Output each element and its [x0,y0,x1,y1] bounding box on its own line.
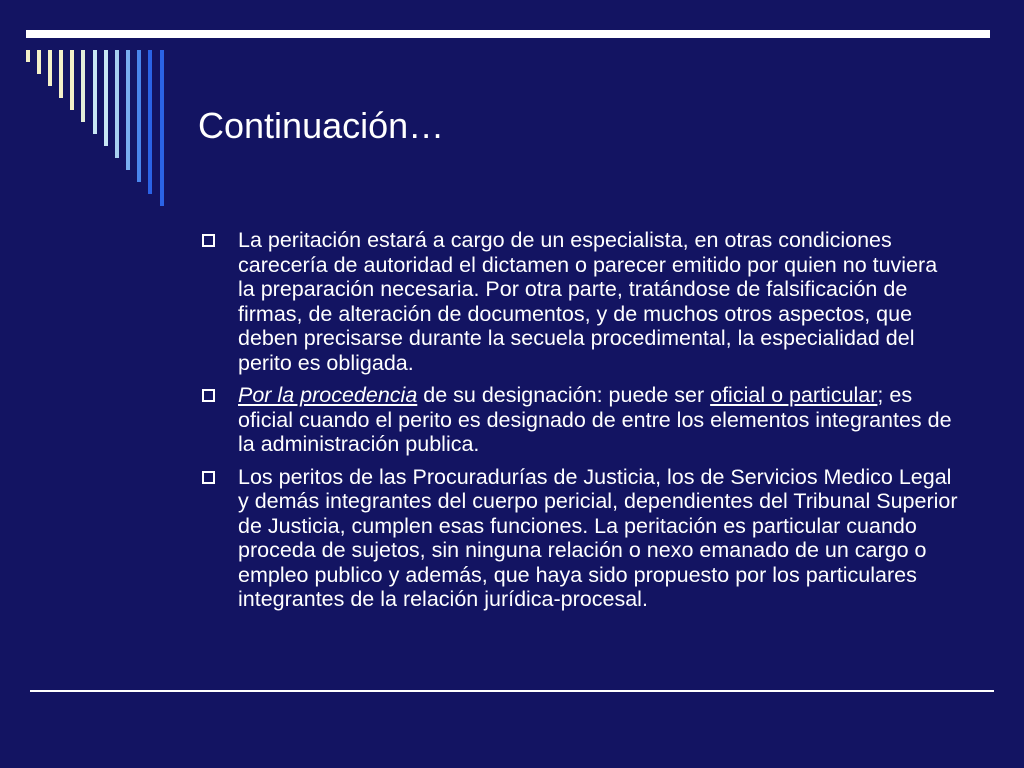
stripe-4 [59,50,63,98]
stripe-decoration [0,0,180,220]
square-bullet-icon [202,389,215,402]
stripe-3 [48,50,52,86]
bullet-emphasis-procedencia: Por la procedencia [238,383,418,407]
stripe-10 [126,50,130,170]
bottom-divider [30,690,994,692]
stripe-8 [104,50,108,146]
bullet-text: La peritación estará a cargo de un especialista, en otras condiciones carecería de autoridad el dictamen o parecer emitido por quien no tuviera la preparación necesaria. Por otra parte, tratándose de falsificación de firmas, de alteración de documentos, y de muchos otros aspectos, que deben precisarse durante la secuela procedimental, la especialidad del perito es obligada. [238,228,938,375]
bullet-list [198,228,958,620]
stripe-2 [37,50,41,74]
stripe-13 [160,50,164,206]
stripe-12 [148,50,152,194]
stripe-11 [137,50,141,182]
square-bullet-icon [202,234,215,247]
bullet-item [198,465,958,612]
bullet-emphasis-oficial-particular: oficial o particular [710,383,878,407]
stripe-6 [81,50,85,122]
stripe-9 [115,50,119,158]
bullet-item [198,228,958,375]
stripe-5 [70,50,74,110]
bullet-text: ; es oficial cuando el perito es designado de entre los elementos integrantes de la administración publica. [238,383,952,456]
square-bullet-icon [202,471,215,484]
stripe-1 [26,50,30,62]
slide-title: Continuación… [198,105,445,146]
stripe-7 [93,50,97,134]
bullet-text: de su designación: puede ser [417,383,711,407]
bullet-text: Los peritos de las Procuradurías de Justicia, los de Servicios Medico Legal y demás integrantes del cuerpo pericial, dependientes del Tribunal Superior de Justicia, cumplen esas funciones. La peritación es particular cuando proceda de sujetos, sin ninguna relación o nexo emanado de un cargo o empleo publico y además, que haya sido propuesto por los particulares integrantes de la relación jurídica-procesal. [238,464,958,611]
bullet-item [198,383,958,457]
